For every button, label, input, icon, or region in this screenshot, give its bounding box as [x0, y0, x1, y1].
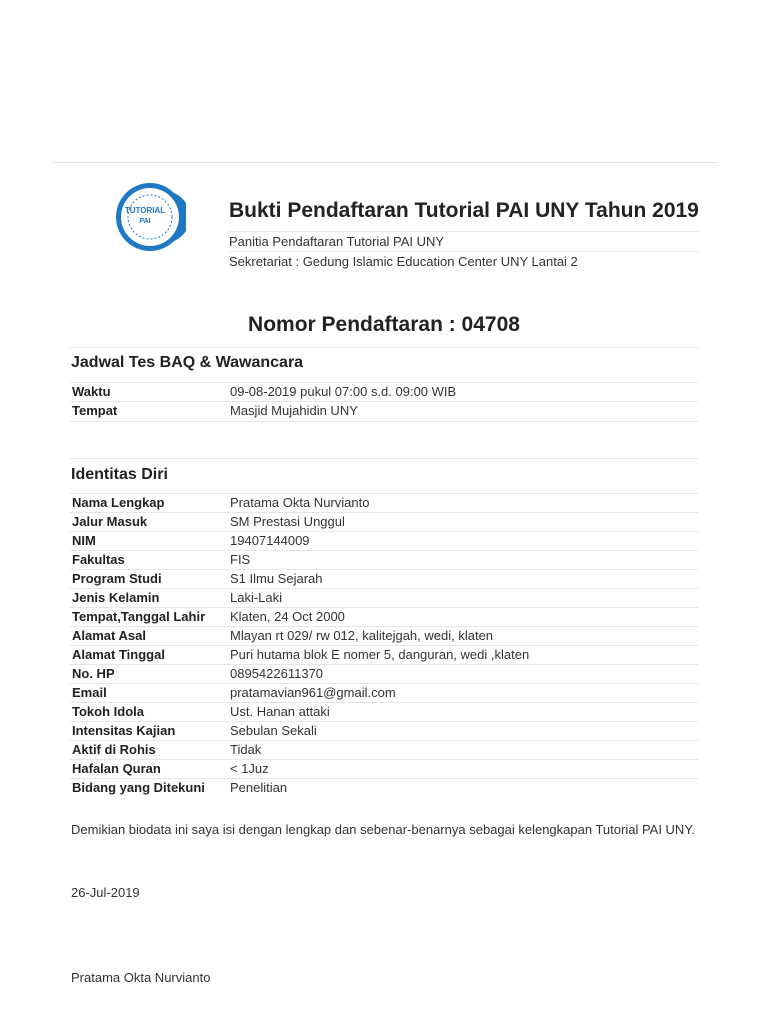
schedule-table [70, 382, 698, 420]
registration-number: Nomor Pendaftaran : 04708 [248, 313, 520, 336]
field-label: Alamat Asal [70, 627, 228, 646]
field-value: Pratama Okta Nurvianto [228, 494, 698, 513]
identity-row [70, 741, 698, 760]
identity-row [70, 589, 698, 608]
field-value: S1 Ilmu Sejarah [228, 570, 698, 589]
field-label: Tempat,Tanggal Lahir [70, 608, 228, 627]
field-label: No. HP [70, 665, 228, 684]
schedule-row [70, 383, 698, 402]
field-value: SM Prestasi Unggul [228, 513, 698, 532]
schedule-section-title: Jadwal Tes BAQ & Wawancara [71, 354, 304, 371]
page-title: Bukti Pendaftaran Tutorial PAI UNY Tahun 2019 [229, 199, 699, 222]
identity-row [70, 665, 698, 684]
field-value: pratamavian961@gmail.com [228, 684, 698, 703]
field-value: Tidak [228, 741, 698, 760]
field-value: Sebulan Sekali [228, 722, 698, 741]
identity-row [70, 684, 698, 703]
signing-date: 26-Jul-2019 [71, 885, 140, 900]
field-label: Intensitas Kajian [70, 722, 228, 741]
field-label: Bidang yang Ditekuni [70, 779, 228, 798]
field-label: Hafalan Quran [70, 760, 228, 779]
identity-row [70, 494, 698, 513]
secretariat-line: Sekretariat : Gedung Islamic Education Center UNY Lantai 2 [229, 251, 699, 271]
field-value: 19407144009 [228, 532, 698, 551]
signature-name: Pratama Okta Nurvianto [71, 970, 211, 985]
field-label: Program Studi [70, 570, 228, 589]
field-value: 09-08-2019 pukul 07:00 s.d. 09:00 WIB [228, 383, 698, 402]
identity-row [70, 703, 698, 722]
field-value: Penelitian [228, 779, 698, 798]
identity-section-title: Identitas Diri [71, 466, 168, 483]
field-label: NIM [70, 532, 228, 551]
schedule-bottom-divider [70, 421, 698, 422]
field-value: Masjid Mujahidin UNY [228, 402, 698, 421]
identity-row [70, 532, 698, 551]
field-value: Laki-Laki [228, 589, 698, 608]
schedule-row [70, 402, 698, 421]
identity-top-divider [70, 458, 698, 459]
identity-row [70, 722, 698, 741]
field-value: FIS [228, 551, 698, 570]
identity-table [70, 493, 698, 797]
field-value: Mlayan rt 029/ rw 012, kalitejgah, wedi, klaten [228, 627, 698, 646]
identity-row [70, 513, 698, 532]
identity-row [70, 570, 698, 589]
field-value: Klaten, 24 Oct 2000 [228, 608, 698, 627]
identity-row [70, 779, 698, 798]
field-value: Ust. Hanan attaki [228, 703, 698, 722]
svg-text:TUTORIAL: TUTORIAL [124, 206, 166, 215]
field-value: 0895422611370 [228, 665, 698, 684]
field-value: < 1Juz [228, 760, 698, 779]
identity-row [70, 608, 698, 627]
tutorial-pai-logo-icon [114, 181, 186, 253]
registration-divider [70, 347, 698, 348]
declaration-statement: Demikian biodata ini saya isi dengan lengkap dan sebenar-benarnya sebagai kelengkapan Tutorial PAI UNY. [71, 822, 695, 837]
field-label: Aktif di Rohis [70, 741, 228, 760]
field-label: Nama Lengkap [70, 494, 228, 513]
identity-row [70, 646, 698, 665]
identity-row [70, 760, 698, 779]
svg-text:PAI: PAI [139, 218, 151, 225]
field-label: Tokoh Idola [70, 703, 228, 722]
field-label: Email [70, 684, 228, 703]
top-divider [52, 162, 718, 163]
field-label: Jalur Masuk [70, 513, 228, 532]
field-label: Jenis Kelamin [70, 589, 228, 608]
identity-row [70, 551, 698, 570]
field-label: Tempat [70, 402, 228, 421]
identity-row [70, 627, 698, 646]
field-label: Alamat Tinggal [70, 646, 228, 665]
field-value: Puri hutama blok E nomer 5, danguran, wedi ,klaten [228, 646, 698, 665]
document-header [229, 198, 699, 271]
field-label: Fakultas [70, 551, 228, 570]
committee-line: Panitia Pendaftaran Tutorial PAI UNY [229, 231, 699, 251]
field-label: Waktu [70, 383, 228, 402]
